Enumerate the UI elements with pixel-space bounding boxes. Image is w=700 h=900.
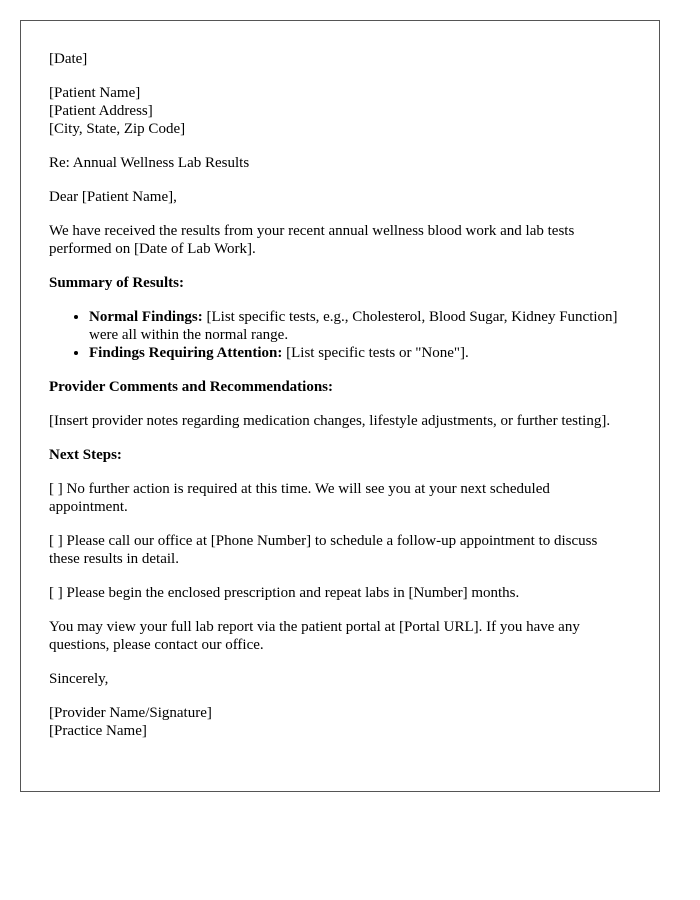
spacer xyxy=(49,172,631,188)
spacer xyxy=(49,292,631,308)
recipient-address-block xyxy=(49,84,631,138)
portal-note: You may view your full lab report via the patient portal at [Portal URL]. If you have any questions, please contact our office. xyxy=(49,619,580,653)
summary-item-label: Findings Requiring Attention: xyxy=(89,345,283,361)
summary-item-attention xyxy=(89,344,631,362)
summary-item-label: Normal Findings: xyxy=(89,309,203,325)
spacer xyxy=(49,568,631,584)
practice-name: [Practice Name] xyxy=(49,723,147,739)
summary-item-normal xyxy=(89,308,631,344)
letter-date: [Date] xyxy=(49,51,88,67)
spacer xyxy=(49,396,631,412)
next-step-option-follow-up: [ ] Please call our office at [Phone Number] to schedule a follow-up appointment to discuss these results in detail. xyxy=(49,533,598,567)
spacer xyxy=(49,362,631,378)
provider-comments-heading: Provider Comments and Recommendations: xyxy=(49,379,334,395)
spacer xyxy=(49,464,631,480)
spacer xyxy=(49,138,631,154)
spacer xyxy=(49,206,631,222)
spacer xyxy=(49,258,631,274)
summary-item-text: [List specific tests, e.g., Cholesterol, Blood Sugar, Kidney Function] were all within the normal range. xyxy=(89,309,618,343)
provider-comments-text: [Insert provider notes regarding medication changes, lifestyle adjustments, or further testing]. xyxy=(49,413,611,429)
spacer xyxy=(49,602,631,618)
next-steps-heading: Next Steps: xyxy=(49,447,122,463)
spacer xyxy=(49,654,631,670)
recipient-name: [Patient Name] xyxy=(49,85,141,101)
summary-list xyxy=(49,308,631,362)
recipient-city-state-zip: [City, State, Zip Code] xyxy=(49,121,186,137)
provider-signature: [Provider Name/Signature] xyxy=(49,705,212,721)
spacer xyxy=(49,430,631,446)
recipient-address: [Patient Address] xyxy=(49,103,153,119)
spacer xyxy=(49,688,631,704)
subject-line: Re: Annual Wellness Lab Results xyxy=(49,155,250,171)
closing: Sincerely, xyxy=(49,671,109,687)
intro-paragraph: We have received the results from your recent annual wellness blood work and lab tests performed on [Date of Lab Work]. xyxy=(49,223,575,257)
summary-item-text: [List specific tests or "None"]. xyxy=(282,345,469,361)
summary-heading: Summary of Results: xyxy=(49,275,184,291)
next-step-option-prescription: [ ] Please begin the enclosed prescription and repeat labs in [Number] months. xyxy=(49,585,520,601)
salutation: Dear [Patient Name], xyxy=(49,189,177,205)
letter-page xyxy=(20,20,660,792)
spacer xyxy=(49,68,631,84)
signature-block xyxy=(49,704,631,740)
next-step-option-no-action: [ ] No further action is required at this time. We will see you at your next scheduled appointment. xyxy=(49,481,550,515)
spacer xyxy=(49,516,631,532)
